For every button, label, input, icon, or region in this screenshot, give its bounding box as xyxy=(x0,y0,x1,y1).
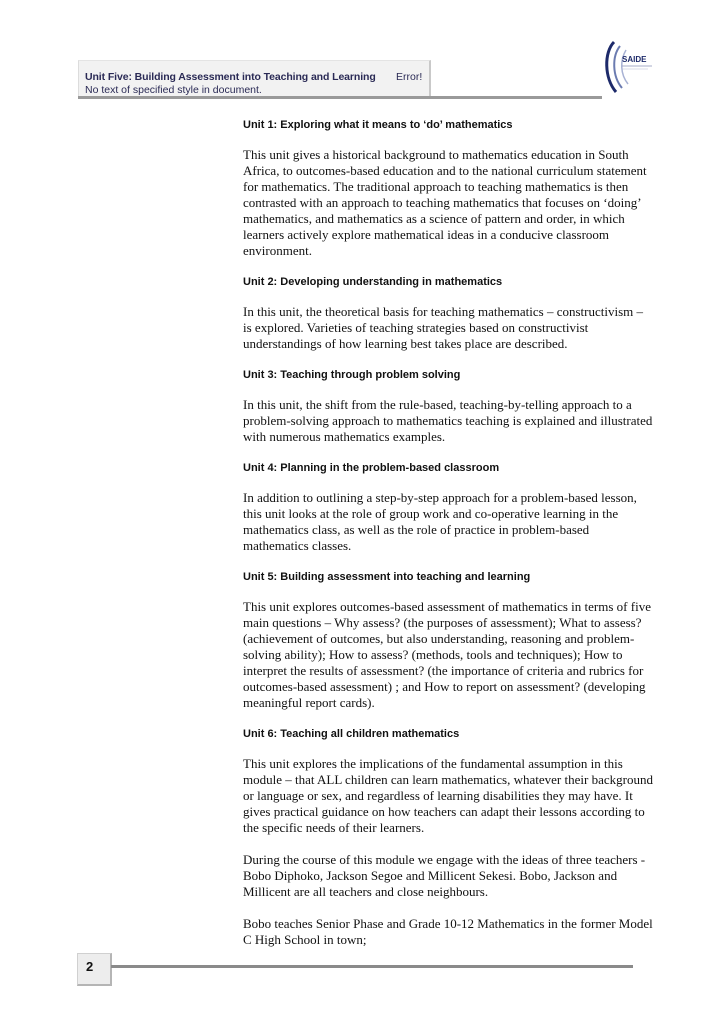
unit-section xyxy=(243,368,653,445)
unit-section xyxy=(243,275,653,352)
document-body xyxy=(243,118,653,964)
unit-section xyxy=(243,727,653,836)
unit-paragraph: In this unit, the shift from the rule-based, teaching-by-telling approach to a problem-solving approach to mathematics teaching is explained and illustrated with numerous mathematics examples. xyxy=(243,397,653,444)
header-rule xyxy=(78,96,602,99)
unit-paragraph: In this unit, the theoretical basis for teaching mathematics – constructivism – is explored. Varieties of teaching strategies based on constructivist understandings of how learning best takes place are described. xyxy=(243,304,644,351)
unit-section xyxy=(243,570,653,711)
unit-paragraph: This unit gives a historical background to mathematics education in South Africa, to outcomes-based education and to the national curriculum statement for mathematics. The traditional approach to teaching mathematics is then contrasted with an approach to teaching mathematics that focuses on ‘doing’ mathematics, and mathematics as a science of pattern and order, in which learners actively explore mathematical ideas in a conducive classroom environment. xyxy=(243,147,647,258)
unit-heading: Unit 4: Planning in the problem-based classroom xyxy=(243,462,500,474)
saide-logo-icon xyxy=(596,38,656,96)
unit-paragraph: In addition to outlining a step-by-step approach for a problem-based lesson, this unit looks at the role of group work and co-operative learning in the mathematics class, as well as the role of practice in problem-based mathematics classes. xyxy=(243,490,637,553)
unit-paragraph: This unit explores outcomes-based assessment of mathematics in terms of five main questions – Why assess? (the purposes of assessment); What to assess? (achievement of outcomes, but also understanding, reasoning and problem-solving ability); How to assess? (methods, tools and techniques); How to interpret the results of assessment? (the importance of criteria and rubrics for outcomes-based assessment) ; and How to report on assessment? (developing meaningful report cards). xyxy=(243,599,651,710)
header-subtitle: No text of specified style in document. xyxy=(85,84,262,96)
unit-paragraph: This unit explores the implications of the fundamental assumption in this module – that ALL children can learn mathematics, whatever their background or language or sex, and regardless of learning disabilities they may have. It gives practical guidance on how teachers can adapt their lessons according to the specific needs of their learners. xyxy=(243,756,653,835)
unit-section xyxy=(243,461,653,554)
saide-logo xyxy=(596,38,656,96)
header-error-text: Error! xyxy=(396,71,423,83)
logo-text: SAIDE xyxy=(622,55,647,64)
footer-rule xyxy=(111,965,633,968)
unit-heading: Unit 3: Teaching through problem solving xyxy=(243,369,461,381)
closing-paragraph: During the course of this module we engage with the ideas of three teachers - Bobo Diphoko, Jackson Segoe and Millicent Sekesi. Bobo, Jackson and Millicent are all teachers and close neighbours. xyxy=(243,852,646,899)
unit-heading: Unit 2: Developing understanding in mathematics xyxy=(243,276,503,288)
header-title: Unit Five: Building Assessment into Teaching and Learning xyxy=(85,71,376,83)
unit-heading: Unit 6: Teaching all children mathematics xyxy=(243,728,460,740)
unit-heading: Unit 5: Building assessment into teaching and learning xyxy=(243,571,531,583)
closing-paragraph: Bobo teaches Senior Phase and Grade 10-12 Mathematics in the former Model C High School in town; xyxy=(243,916,653,947)
page-number-box xyxy=(77,953,112,986)
unit-heading: Unit 1: Exploring what it means to ‘do’ mathematics xyxy=(243,119,513,131)
unit-section xyxy=(243,118,653,259)
page-number: 2 xyxy=(86,959,94,974)
